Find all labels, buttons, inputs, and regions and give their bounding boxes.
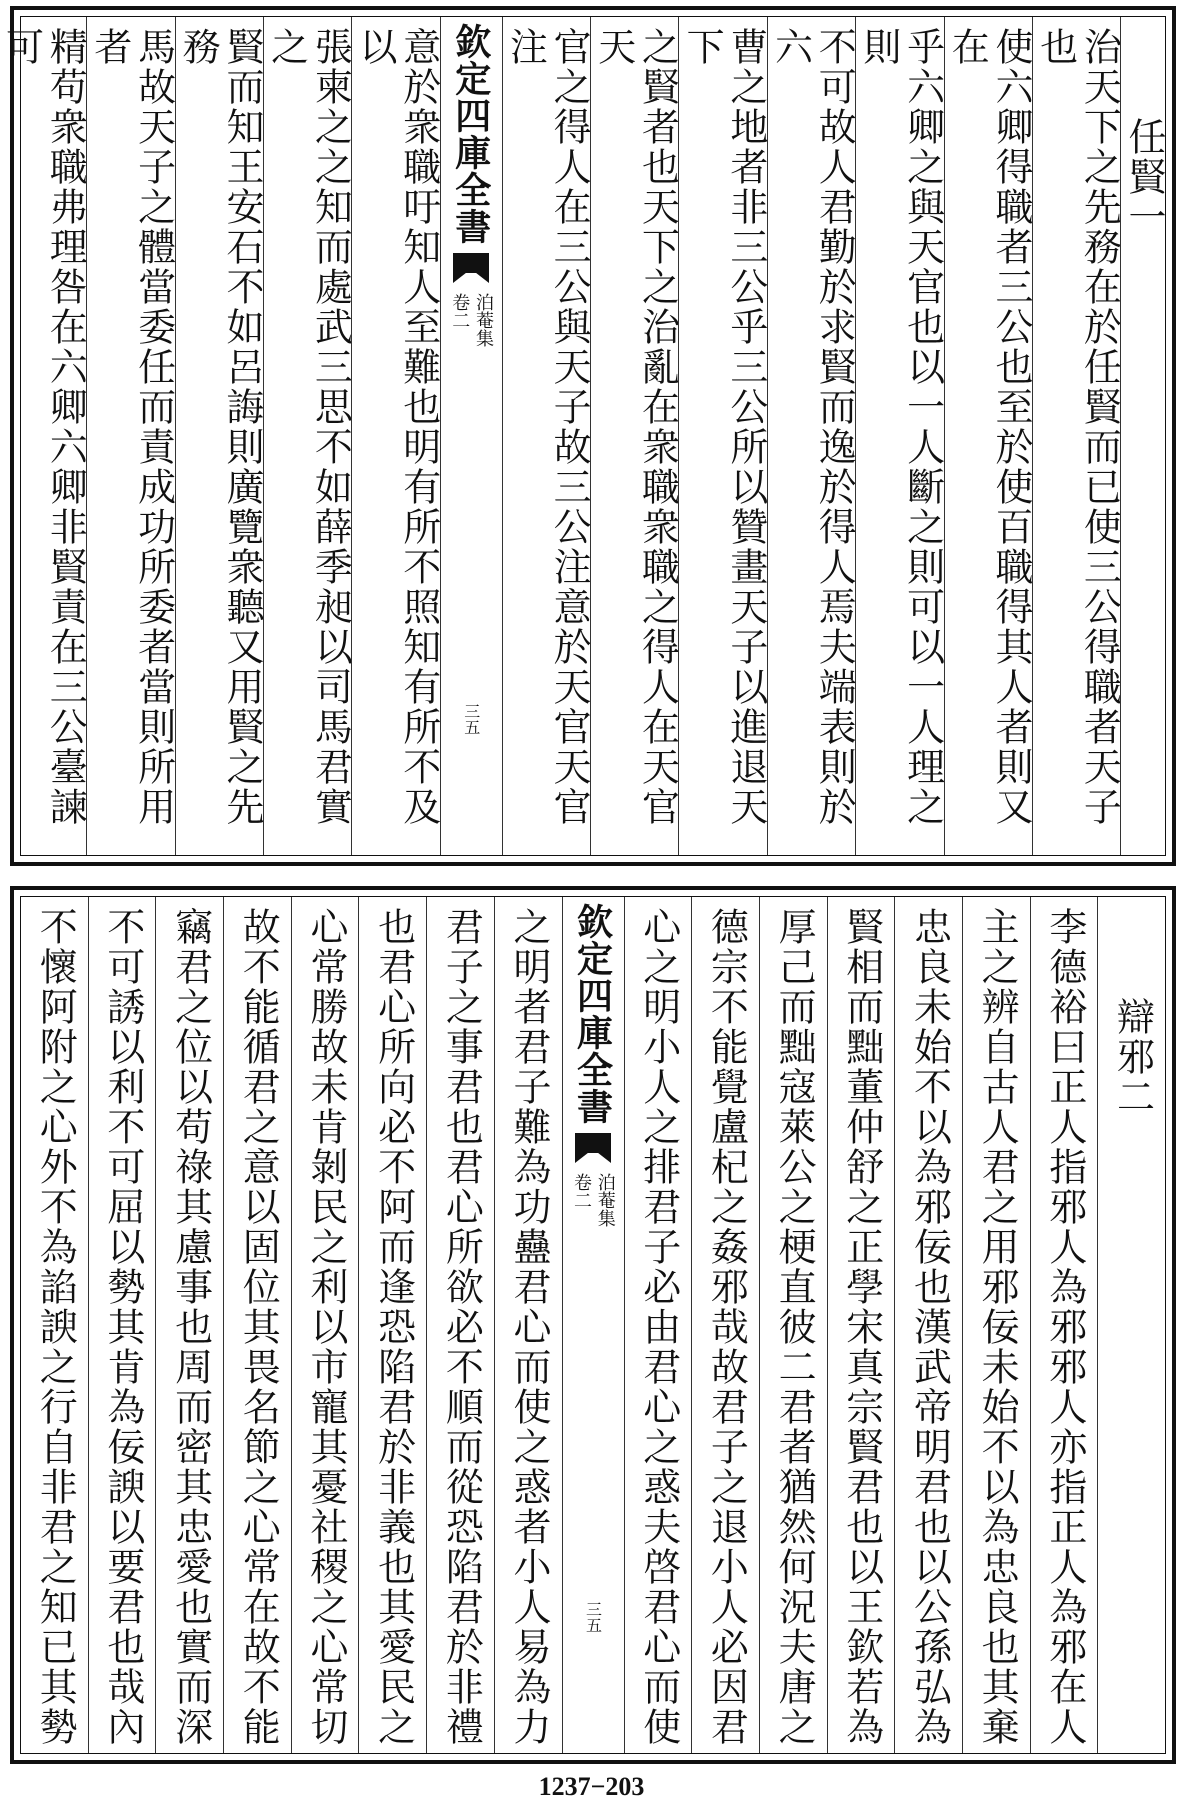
section-heading-column [1120,17,1165,855]
text-column [502,17,590,855]
text-line: 治天下之先務在於任賢而已使三公得職者天子也 [1033,27,1122,827]
volume-label: 卷二 [571,1173,592,1209]
library-title: 欽定四庫全書 [571,903,614,1125]
text-line: 也君心所向必不阿而逢恐陷君於非義也其愛民之 [371,907,416,1747]
text-column [86,17,174,855]
text-line: 忠良未始不以為邪佞也漢武帝明君也以公孫弘為 [907,907,952,1747]
text-column [894,897,962,1753]
text-column [358,897,426,1753]
text-line: 賢相而黜董仲舒之正學宋真宗賢君也以王欽若為 [839,907,884,1747]
text-line: 曹之地者非三公乎三公所以贊畫天子以進退天下 [680,27,768,827]
text-column [88,897,156,1753]
fishtail-mark-icon [453,253,489,285]
text-line: 心常勝故未肯剝民之利以市寵其憂社稷之心常切 [303,907,348,1747]
text-column [767,17,855,855]
library-title: 欽定四庫全書 [449,23,492,245]
fishtail-mark-icon [575,1133,611,1165]
leaf-number: 三五 [583,1601,603,1633]
text-line: 官之得人在三公與天子故三公注意於天官天官注 [503,27,592,827]
text-line: 不懷阿附之心外不為諂諛之行自非君之知已其勢 [33,907,78,1747]
text-column [263,17,351,855]
text-line: 馬故天子之體當委任而責成功所委者當則所用者 [87,27,176,827]
text-line: 李德裕曰正人指邪人為邪邪人亦指正人為邪在人 [1042,907,1087,1747]
text-line: 厚己而黜寇萊公之梗直彼二君者猶然何況夫唐之 [772,907,817,1747]
text-line: 故不能循君之意以固位其畏名節之心常在故不能 [236,907,281,1747]
text-column [1032,17,1120,855]
book-meta [449,293,493,347]
text-line: 主之辨自古人君之用邪佞未始不以為忠良也其棄 [975,907,1020,1747]
text-column [291,897,359,1753]
text-line: 精苟衆職弗理咎在六卿六卿非賢責在三公臺諫可 [0,27,88,827]
text-column [962,897,1030,1753]
section-heading-column [1097,897,1165,1753]
leaf-number: 三五 [461,703,481,735]
text-column [155,897,223,1753]
book-title: 泊菴集 [472,293,494,347]
text-line: 不可誘以利不可屈以勢其肯為佞諛以要君也哉內 [100,907,145,1747]
text-column [624,897,692,1753]
book-meta [571,1173,615,1227]
text-column [1030,897,1098,1753]
text-column [759,897,827,1753]
text-line: 意於衆職吁知人至難也明有所不照知有所不及以 [353,27,441,827]
text-column [223,897,291,1753]
text-column [678,17,766,855]
top-page-frame [0,16,1166,856]
text-column [590,17,678,855]
bottom-page [10,886,1176,1764]
text-column [426,897,494,1753]
text-line: 心之明小人之排君子必由君心之惑夫啓君心而使 [636,907,681,1747]
text-column [21,897,88,1753]
section-heading: 辯邪二 [1110,997,1155,1117]
center-fold-column [440,17,502,855]
text-line: 張柬之之知而處武三思不如薛季昶以司馬君實之 [264,27,353,827]
text-column [855,17,943,855]
text-column [827,897,895,1753]
text-line: 竊君之位以苟祿其慮事也周而密其忠愛也實而深 [168,907,213,1747]
text-column [351,17,439,855]
page-footer-number: 1237−203 [538,1772,645,1801]
text-line: 使六卿得職者三公也至於使百職得其人者則又在 [945,27,1033,827]
volume-label: 卷二 [449,293,471,329]
text-line: 不可故人君勤於求賢而逸於得人焉夫端表則於六 [768,27,857,827]
top-page [0,6,1176,866]
section-heading: 任賢一 [1122,117,1166,237]
text-line: 賢而知王安石不如呂誨則廣覽衆聽又用賢之先務 [176,27,264,827]
text-line: 之明者君子難為功蠱君心而使之惑者小人易為力 [507,907,551,1747]
text-line: 之賢者也天下之治亂在衆職衆職之得人在天官天 [591,27,680,827]
bottom-page-frame [20,896,1166,1754]
text-column [691,897,759,1753]
text-line: 德宗不能覺盧杞之姦邪哉故君子之退小人必因君 [704,907,749,1747]
text-column [494,897,562,1753]
text-column [0,17,86,855]
book-title: 泊菴集 [594,1173,616,1227]
text-line: 君子之事君也君心所欲必不順而從恐陷君於非禮 [439,907,484,1747]
text-column [175,17,263,855]
text-column [944,17,1032,855]
text-line: 乎六卿之與天官也以一人斷之則可以一人理之則 [856,27,945,827]
center-fold-column [562,897,624,1753]
